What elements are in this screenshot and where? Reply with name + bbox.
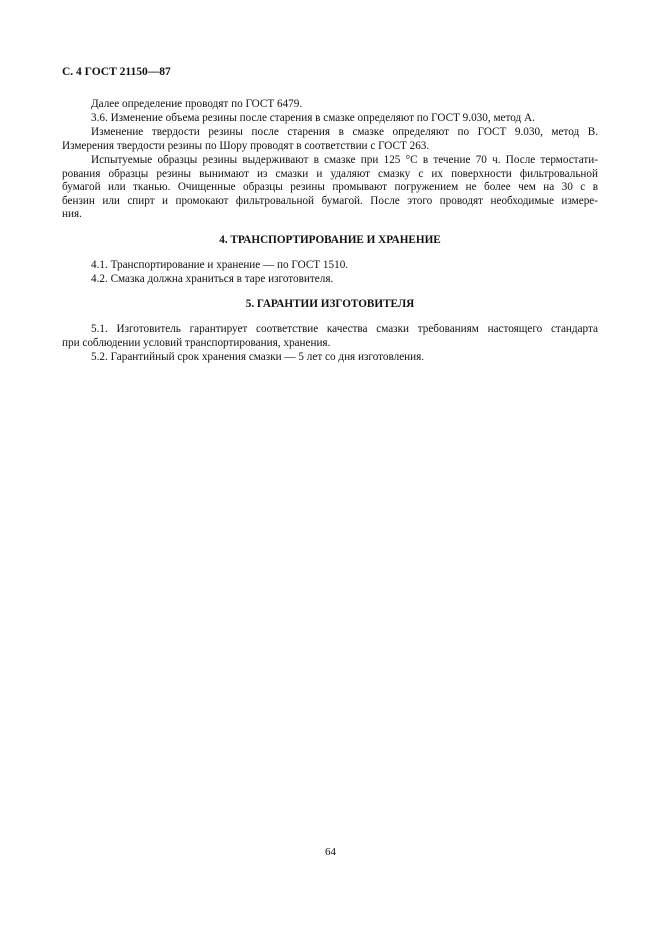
paragraph-3-6 — [62, 112, 598, 126]
text-line: Изменение твердости резины после старения в смазке определяют по ГОСТ 9.030, метод В. — [91, 126, 598, 138]
text-line: бензин или спирт и промокают фильтровальной бумагой. После этого проводят необходимые измере- — [62, 194, 598, 207]
paragraph-4-1 — [62, 259, 598, 273]
text-line: рования образцы резины вынимают из смазки и удаляют смазку с их поверхности фильтровальной — [62, 167, 598, 180]
text-line: 5.1. Изготовитель гарантирует соответствие качества смазки требованиям настоящего стандарта — [91, 323, 598, 335]
text-line: 5.2. Гарантийный срок хранения смазки — 5 лет со дня изготовления. — [91, 351, 425, 363]
paragraph-5-1 — [62, 323, 598, 350]
section-5-title: 5. ГАРАНТИИ ИЗГОТОВИТЕЛЯ — [245, 298, 415, 310]
text-line: при соблюдении условий транспортирования, хранения. — [62, 336, 331, 349]
text-line: Измерения твердости резины по Шору проводят в соответствии с ГОСТ 263. — [62, 139, 430, 152]
text-line: Далее определение проводят по ГОСТ 6479. — [91, 98, 303, 110]
text-line: 3.6. Изменение объема резины после старения в смазке определяют по ГОСТ 9.030, метод А. — [91, 112, 535, 124]
text-line: ния. — [62, 208, 82, 221]
paragraph-4-2 — [62, 273, 598, 287]
paragraph-samples — [62, 154, 598, 222]
text-line: 4.2. Смазка должна храниться в таре изготовителя. — [91, 273, 334, 285]
text-line: 4.1. Транспортирование и хранение — по ГОСТ 1510. — [91, 259, 349, 271]
page-header: С. 4 ГОСТ 21150—87 — [62, 66, 171, 78]
text-line: Испытуемые образцы резины выдерживают в смазке при 125 °С в течение 70 ч. После термостати- — [91, 154, 598, 166]
text-line: бумагой или тканью. Очищенные образцы резины промывают погружением не более чем на 30 с в — [62, 181, 598, 194]
page-number: 64 — [325, 846, 336, 858]
paragraph-continuation — [62, 98, 598, 112]
section-4-title: 4. ТРАНСПОРТИРОВАНИЕ И ХРАНЕНИЕ — [219, 234, 441, 246]
paragraph-hardness — [62, 126, 598, 153]
paragraph-5-2 — [62, 351, 598, 365]
